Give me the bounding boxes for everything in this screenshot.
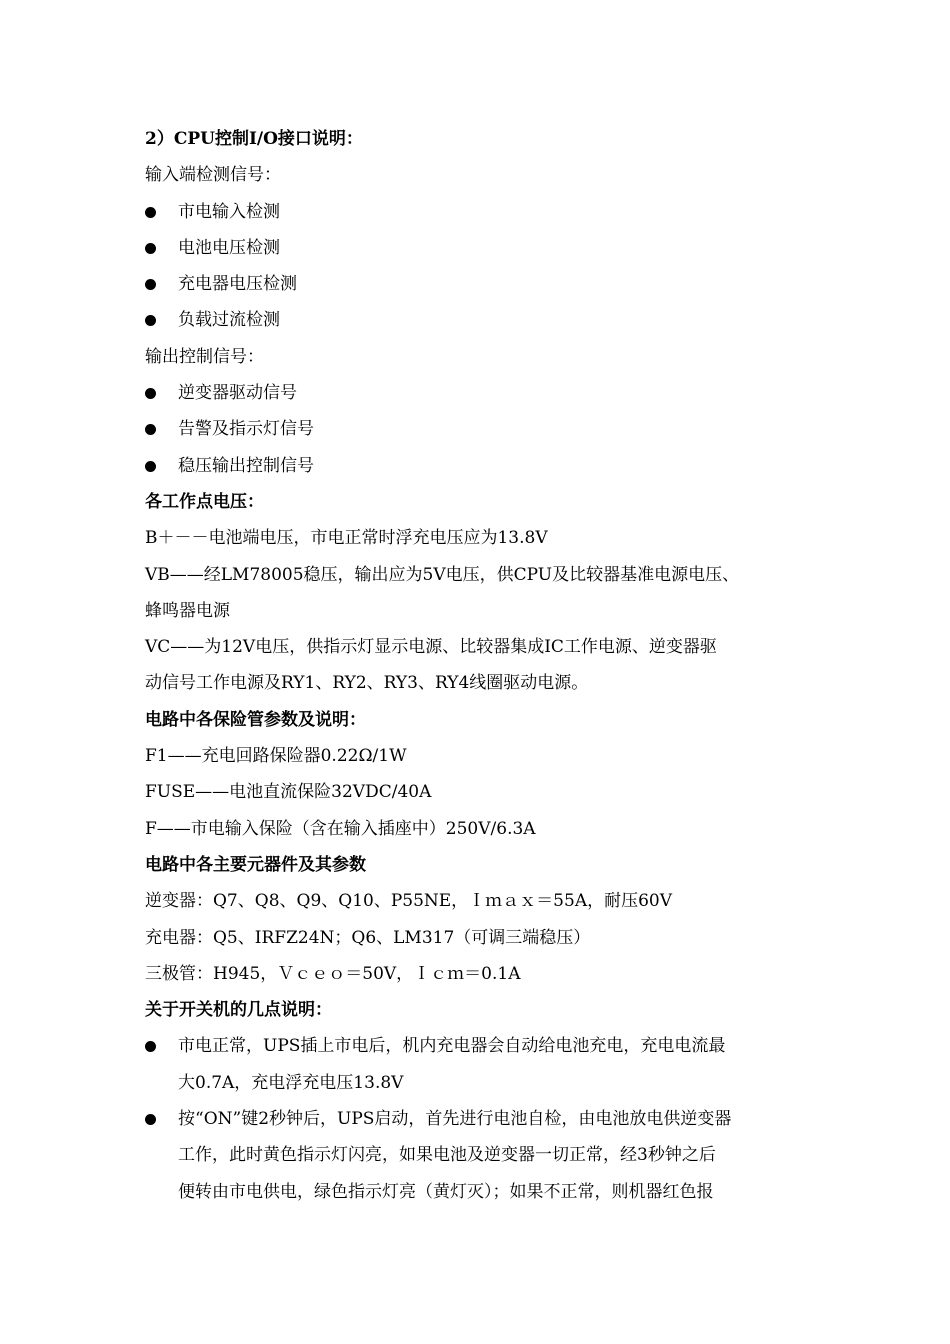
voltage-vb-line2: 蜂鸣器电源 xyxy=(145,600,230,621)
switch-item2-line3: 便转由市电供电，绿色指示灯亮（黄灯灭）；如果不正常，则机器红色报 xyxy=(178,1181,714,1202)
bullet-dot-icon xyxy=(145,243,156,254)
fuse-f1: F1——充电回路保险器0.22Ω/1W xyxy=(145,746,407,767)
switch-item1-line2: 大0.7A，充电浮充电压13.8V xyxy=(178,1072,404,1093)
output-item-text: 稳压输出控制信号 xyxy=(178,455,314,476)
bullet-dot-icon xyxy=(145,315,156,326)
bullet-dot-icon xyxy=(145,1041,156,1052)
switch-item-text xyxy=(178,1101,808,1210)
switch-item2-line2: 工作，此时黄色指示灯闪亮，如果电池及逆变器一切正常，经3秒钟之后 xyxy=(178,1145,716,1166)
voltage-vc-line2: 动信号工作电源及RY1、RY2、RY3、RY4线圈驱动电源。 xyxy=(145,673,589,694)
voltage-heading: 各工作点电压： xyxy=(145,491,264,512)
voltage-vb-line1: VB——经LM78005稳压，输出应为5V电压，供CPU及比较器基准电源电压、 xyxy=(145,564,740,585)
switch-heading: 关于开关机的几点说明： xyxy=(145,1000,332,1021)
comp-transistor: 三极管：H945，Ｖｃｅｏ＝50V，Ｉｃｍ＝0.1A xyxy=(145,963,521,984)
input-item-text: 市电输入检测 xyxy=(178,201,280,222)
output-item-text: 逆变器驱动信号 xyxy=(178,383,297,404)
comp-charger: 充电器：Q5、IRFZ24N；Q6、LM317（可调三端稳压） xyxy=(145,927,591,948)
output-label: 输出控制信号： xyxy=(145,346,264,367)
bullet-dot-icon xyxy=(145,461,156,472)
bullet-dot-icon xyxy=(145,388,156,399)
input-item-text: 负载过流检测 xyxy=(178,310,280,331)
fuse-main: FUSE——电池直流保险32VDC/40A xyxy=(145,782,432,803)
voltage-b: B＋－－电池端电压，市电正常时浮充电压应为13.8V xyxy=(145,528,548,549)
bullet-dot-icon xyxy=(145,207,156,218)
input-item-overload xyxy=(145,302,825,338)
section-cpu-heading: 2）CPU控制I/O接口说明： xyxy=(145,129,363,149)
input-item-mains xyxy=(145,194,825,230)
switch-item2-line1: 按“ON”键2秒钟后，UPS启动，首先进行电池自检，由电池放电供逆变器 xyxy=(178,1109,732,1130)
switch-item1-line1: 市电正常，UPS插上市电后，机内充电器会自动给电池充电，充电电流最 xyxy=(178,1036,726,1057)
fuse-heading: 电路中各保险管参数及说明： xyxy=(145,709,366,730)
input-label: 输入端检测信号： xyxy=(145,165,281,186)
output-item-regulator xyxy=(145,448,825,484)
input-item-text: 充电器电压检测 xyxy=(178,274,297,295)
input-item-text: 电池电压检测 xyxy=(178,237,280,258)
switch-item-text xyxy=(178,1028,808,1101)
switch-item-charging xyxy=(145,1028,825,1101)
output-item-alarm xyxy=(145,411,825,447)
switch-item-startup xyxy=(145,1101,825,1210)
input-item-battery xyxy=(145,230,825,266)
document-page xyxy=(145,121,825,1210)
components-heading: 电路中各主要元器件及其参数 xyxy=(145,854,366,875)
fuse-f: F——市电输入保险（含在输入插座中）250V/6.3A xyxy=(145,818,536,839)
voltage-vc-line1: VC——为12V电压，供指示灯显示电源、比较器集成IC工作电源、逆变器驱 xyxy=(145,637,717,658)
input-item-charger xyxy=(145,266,825,302)
output-item-text: 告警及指示灯信号 xyxy=(178,419,314,440)
bullet-dot-icon xyxy=(145,1114,156,1125)
output-item-inverter xyxy=(145,375,825,411)
bullet-dot-icon xyxy=(145,424,156,435)
comp-inverter: 逆变器：Q7、Q8、Q9、Q10、P55NE，Ｉｍａｘ＝55A，耐压60V xyxy=(145,891,672,912)
bullet-dot-icon xyxy=(145,279,156,290)
